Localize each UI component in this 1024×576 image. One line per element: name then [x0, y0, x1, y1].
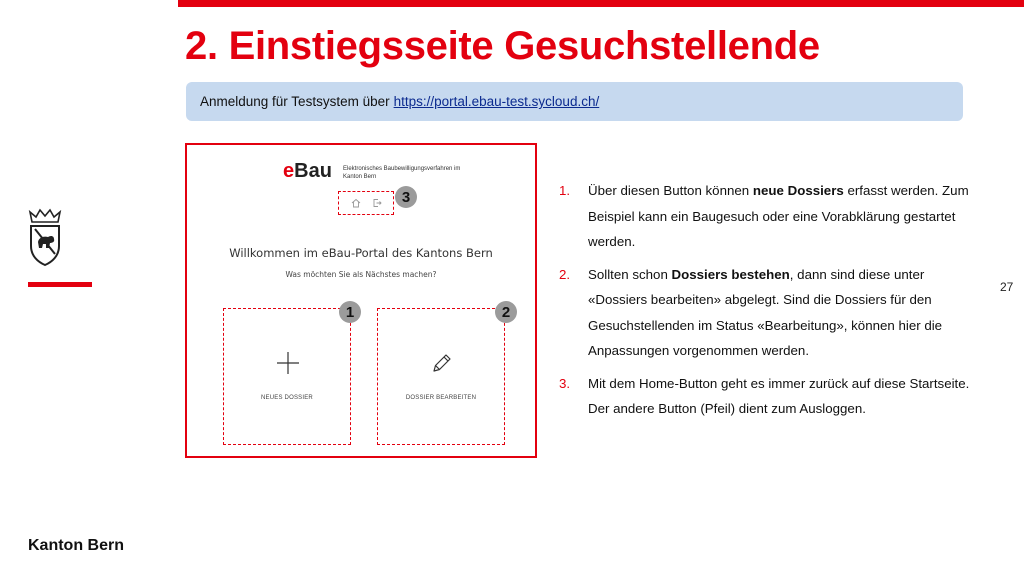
login-note-text: Anmeldung für Testsystem über: [200, 94, 390, 109]
footer-label: Kanton Bern: [28, 537, 124, 554]
list-item: 3. Mit dem Home-Button geht es immer zurück auf diese Startseite. Der andere Button (Pfeil) dient zum Ausloggen.: [559, 375, 970, 416]
nav-buttons-highlight: [338, 191, 394, 215]
test-portal-link[interactable]: https://portal.ebau-test.sycloud.ch/: [393, 94, 600, 109]
list-item: 1. Über diesen Button können neue Dossiers erfasst werden. Zum Beispiel kann ein Baugesuch oder eine Vorabklärung gestartet werden.: [559, 183, 969, 249]
list-item: 2. Sollten schon Dossiers bestehen, dann sind diese unter «Dossiers bearbeiten» abgelegt. Sind die Dossiers für den Gesuchstellenden im Status «Bearbeitung», können hier die Anpassungen vorgenommen werden.: [559, 266, 943, 358]
slide-title: 2. Einstiegsseite Gesuchstellende: [185, 24, 820, 68]
top-accent-bar: [178, 0, 1024, 7]
ebau-logo-subtitle: Elektronisches Baubewilligungsverfahren im Kanton Bern: [343, 166, 461, 180]
edit-dossier-label: DOSSIER BEARBEITEN: [405, 395, 477, 401]
page-number: 27: [1000, 280, 1014, 294]
pencil-icon: [430, 351, 454, 375]
welcome-heading: Willkommen im eBau-Portal des Kantons Bern: [229, 246, 493, 260]
new-dossier-label: NEUES DOSSIER: [261, 395, 313, 401]
coat-underline: [28, 282, 92, 287]
edit-dossier-button[interactable]: [377, 308, 505, 445]
ebau-logo: eBau: [283, 160, 332, 182]
login-note: [186, 82, 963, 121]
plus-icon: [276, 351, 300, 375]
callout-badge-3: 3: [395, 186, 417, 208]
logout-icon[interactable]: [372, 198, 382, 208]
new-dossier-button[interactable]: [223, 308, 351, 445]
home-icon[interactable]: [351, 198, 361, 208]
welcome-question: Was möchten Sie als Nächstes machen?: [285, 270, 437, 279]
callout-badge-1: 1: [339, 301, 361, 323]
callout-badge-2: 2: [495, 301, 517, 323]
portal-screenshot: [185, 143, 537, 458]
explanation-list: [559, 178, 979, 429]
bern-coat-of-arms-icon: [26, 208, 64, 268]
